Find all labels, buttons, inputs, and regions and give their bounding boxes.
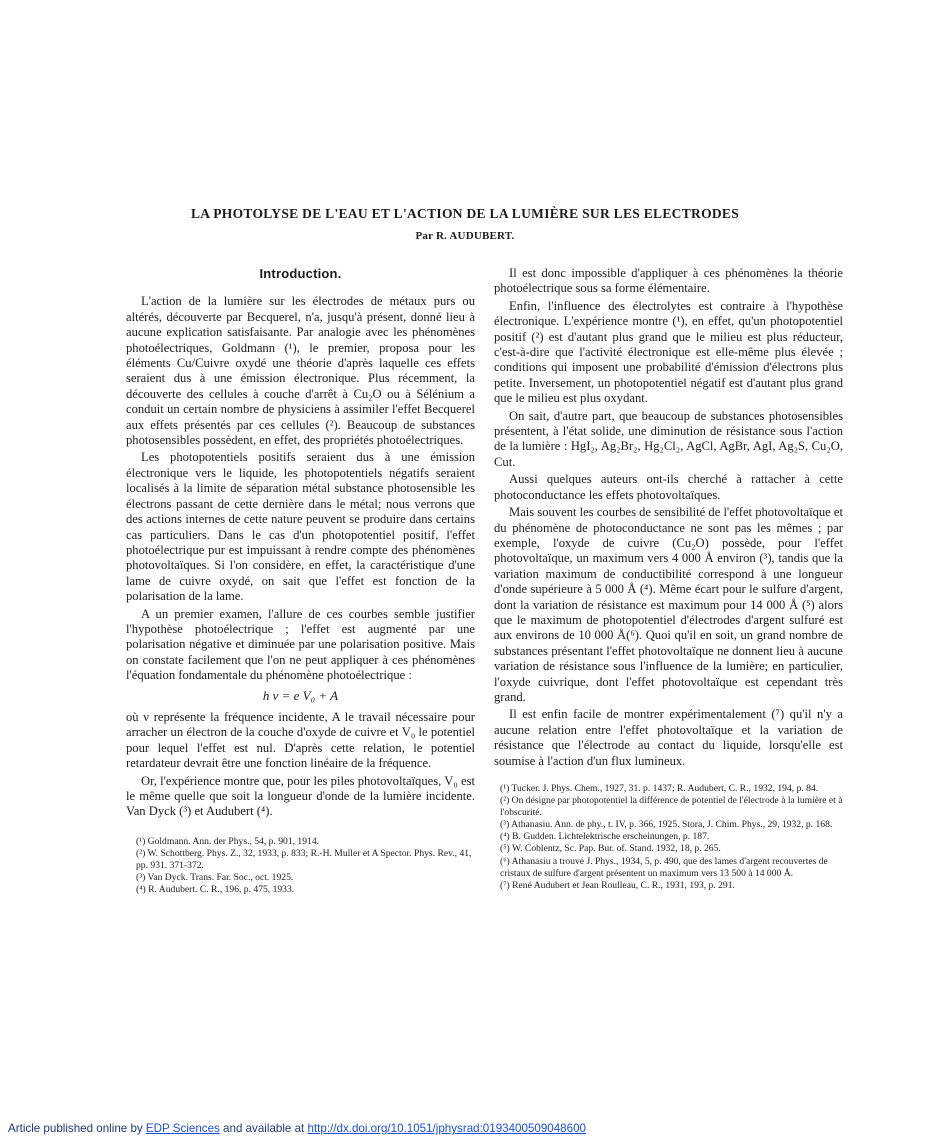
- paragraph: Enfin, l'influence des électrolytes est contraire à l'hypothèse électronique. L'expérience montre (¹), en effet, qu'un photopotentiel positif (²) est d'autant plus grand que le milieu est plus réducteur, c'est-à-dire que l'activité électronique est elle-même plus élevée ; conditions qui imposent une probabilité d'émission d'électrons plus petite. Inversement, un photopotentiel négatif est d'autant plus grand que le milieu est plus oxydant.: [494, 298, 843, 406]
- publication-footer: [8, 1122, 923, 1135]
- footnote: (⁴) R. Audubert. C. R., 196, p. 475, 1933.: [136, 884, 295, 896]
- paragraph: Or, l'expérience montre que, pour les piles photovoltaïques, V₀ est le même quelle que soit la longueur d'onde de la lumière incidente. Van Dyck (³) et Audubert (⁴).: [126, 773, 475, 819]
- footnote: (¹) Tucker. J. Phys. Chem., 1927, 31. p. 1437; R. Audubert, C. R., 1932, 194, p. 84.: [500, 783, 819, 794]
- paragraph: où ν représente la fréquence incidente, A le travail nécessaire pour arracher un électron de la couche d'oxyde de cuivre et V₀ le potentiel pour lequel l'effet est nul. D'après cette relation, le potentiel retardateur devrait être une fonction linéaire de la fréquence.: [126, 709, 475, 771]
- paragraph: Il est donc impossible d'appliquer à ces phénomènes la théorie photoélectrique sous sa forme élémentaire.: [494, 266, 843, 296]
- footnote: (⁵) W. Coblentz, Sc. Pap. Bur. of. Stand. 1932, 18, p. 265.: [500, 843, 721, 855]
- section-heading: Introduction.: [259, 266, 342, 281]
- footer-middle: and available at: [219, 1122, 308, 1135]
- footnote: (¹) Goldmann. Ann. der Phys., 54, p. 901, 1914.: [136, 835, 320, 847]
- paragraph: A un premier examen, l'allure de ces courbes semble justifier l'hypothèse photoélectrique ; l'effet est augmenté par une polarisation négative et diminuée par une polarisation positive. Mais on constate facilement que l'on ne peut appliquer à ces phénomènes l'équation fondamentale du phénomène photoélectrique :: [126, 606, 475, 683]
- paragraph: Aussi quelques auteurs ont-ils cherché à rattacher à cette photoconductance les effets photovoltaïques.: [494, 472, 843, 502]
- publisher-link[interactable]: EDP Sciences: [145, 1122, 220, 1135]
- left-column: [126, 266, 475, 896]
- footnote: (²) W. Schottberg. Phys. Z., 32, 1933, p. 833; R.-H. Muller et A Spector. Phys. Rev., 41, pp. 931. 371-372.: [136, 847, 472, 871]
- footnote: (⁶) Athanasiu a trouvé J. Phys., 1934, 5, p. 490, que des lames d'argent recouvertes de cristaux de sulfure d'argent présentent un maximum vers 13 500 à 14 000 Å.: [500, 855, 828, 879]
- doi-link[interactable]: http://dx.doi.org/10.1051/jphysrad:0193400509048600: [307, 1122, 586, 1135]
- footnote: (⁴) B. Gudden. Lichtelektrische erscheinungen, p. 187.: [500, 831, 710, 843]
- footnotes: [126, 836, 475, 896]
- paragraph: L'action de la lumière sur les électrodes de métaux purs ou altérés, découverte par Becquerel, n'a, jusqu'à présent, donné lieu à aucune explication satisfaisante. Par analogie avec les phénomènes photoélectriques, Goldmann (¹), le premier, proposa pour les éléments Cu/Cuivre oxydé une théorie d'après laquelle ces effets seraient dus à une émission électronique. Plus récemment, la découverte des cellules à couche d'arrêt à Cu₂O ou à Sélénium a conduit un certain nombre de physiciens à assimiler l'effet Becquerel aux effets présentés par ces cellules (²). Beaucoup de substances photosensibles possèdent, en effet, des propriétés photoélectriques.: [126, 294, 475, 448]
- paragraph: Mais souvent les courbes de sensibilité de l'effet photovoltaïque et du phénomène de photoconductance ne sont pas les mêmes ; par exemple, l'oxyde de cuivre (Cu₂O) possède, pour l'effet photovoltaïque, un maximum vers 4 000 Å environ (³), tandis que la variation maximum de conductibilité correspond à une longueur d'onde supérieure à 5 000 Å (⁴). Même écart pour le sulfure d'argent, dont la variation de résistance est maximum pour 14 000 Å (⁵) alors que le maximum de photopotentiel d'électrodes d'argent sulfuré est aux environs de 10 000 Å(⁶). Quoi qu'il en soit, un grand nombre de substances présentant l'effet photovoltaïque ne donnent lieu à aucune variation de résistance sous l'influence de la lumière; en particulier, l'oxyde cuivrique, dont l'effet photovoltaïque est cependant très grand.: [494, 505, 843, 704]
- footnote: (³) Van Dyck. Trans. Far. Soc., oct. 1925.: [136, 872, 294, 884]
- footnotes: [494, 783, 843, 892]
- footer-prefix: Article published online by: [8, 1122, 146, 1135]
- footnote: (⁷) René Audubert et Jean Roulleau, C. R., 1931, 193, p. 291.: [500, 879, 735, 891]
- equation: h ν = e V₀ + A: [262, 687, 339, 703]
- footnote: (³) Athanasiu. Ann. de phy., t. IV, p. 366, 1925. Stora, J. Chim. Phys., 29, 1932, p. 168.: [500, 819, 833, 831]
- paragraph: On sait, d'autre part, que beaucoup de substances photosensibles présentent, à l'état solide, une diminution de résistance sous l'action de la lumière : HgI₂, Ag₂Br₂, Hg₂Cl₂, AgCl, AgBr, AgI, Ag₂S, Cu₂O, Cut.: [494, 408, 843, 469]
- author-byline: Par R. AUDUBERT.: [415, 230, 515, 242]
- paragraph: Les photopotentiels positifs seraient dus à une émission électronique vers le liquide, les photopotentiels négatifs seraient localisés à la limite de séparation métal substance photosensible les électrons passant de cette dernière dans le métal; nous verrons que des actions internes de cette nature peuvent se produire dans certains cas particuliers. Dans le cas d'un photopotentiel positif, l'effet photoélectrique pur est impuissant à rendre compte des phénomènes photovoltaïques. Si l'on considère, en effet, la caractéristique d'une lame de cuivre oxydé, on sait que l'effet est fonction de la polarisation de la lame.: [126, 450, 475, 604]
- paragraph: Il est enfin facile de montrer expérimentalement (⁷) qu'il n'y a aucune relation entre l'effet photovoltaïque et la variation de résistance que l'électrode au contact du liquide, lorsqu'elle est soumise à l'action d'un flux lumineux.: [494, 707, 843, 768]
- article-title: LA PHOTOLYSE DE L'EAU ET L'ACTION DE LA LUMIÈRE SUR LES ELECTRODES: [190, 206, 740, 221]
- footnote: (²) On désigne par photopotentiel la différence de potentiel de l'électrode à la lumière et à l'obscurité.: [500, 795, 843, 819]
- right-column: [494, 266, 843, 892]
